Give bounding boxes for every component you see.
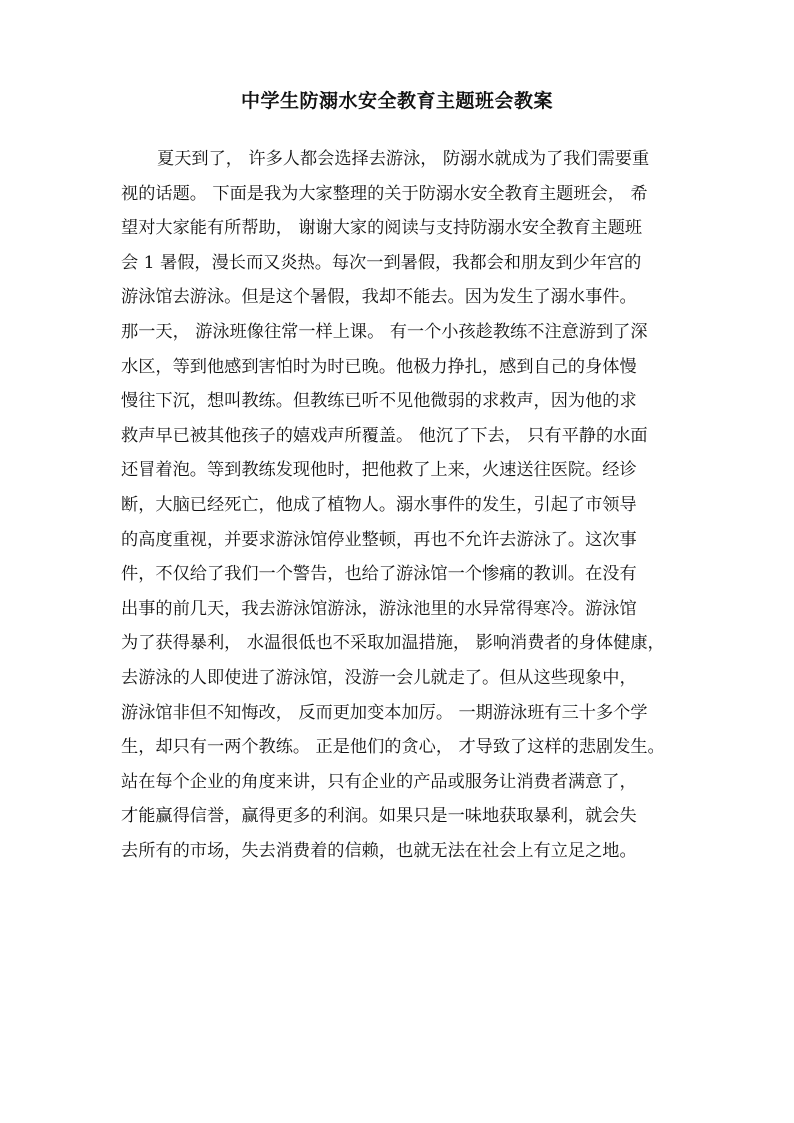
paragraph-line: 为了获得暴利， 水温很低也不采取加温措施， 影响消费者的身体健康， <box>121 633 665 654</box>
paragraph-line: 断，大脑已经死亡，他成了植物人。溺水事件的发生，引起了市领导 <box>121 494 637 515</box>
paragraph-line: 慢往下沉，想叫教练。但教练已听不见他微弱的求救声，因为他的求 <box>121 391 637 412</box>
document-title: 中学生防溺水安全教育主题班会教案 <box>240 90 553 112</box>
paragraph-line: 游泳馆去游泳。但是这个暑假，我却不能去。因为发生了溺水事件。 <box>121 287 637 308</box>
paragraph-line: 游泳馆非但不知悔改， 反而更加变本加厉。 一期游泳班有三十多个学 <box>121 702 648 723</box>
paragraph-line: 那一天， 游泳班像往常一样上课。 有一个小孩趁教练不注意游到了深 <box>121 321 648 342</box>
paragraph-line: 夏天到了， 许多人都会选择去游泳， 防溺水就成为了我们需要重 <box>157 149 650 169</box>
document-body <box>121 142 681 868</box>
paragraph-line: 望对大家能有所帮助， 谢谢大家的阅读与支持防溺水安全教育主题班 <box>121 218 643 239</box>
paragraph-line: 去游泳的人即使进了游泳馆，没游一会儿就走了。但从这些现象中， <box>121 667 637 688</box>
paragraph-line: 去所有的市场，失去消费着的信赖，也就无法在社会上有立足之地。 <box>121 840 637 861</box>
paragraph-line: 救声早已被其他孩子的嬉戏声所覆盖。 他沉了下去， 只有平静的水面 <box>121 425 648 446</box>
paragraph-line: 件，不仅给了我们一个警告，也给了游泳馆一个惨痛的教训。在没有 <box>121 564 637 585</box>
paragraph-line: 水区，等到他感到害怕时为时已晚。他极力挣扎，感到自己的身体慢 <box>121 356 637 377</box>
paragraph-line: 的高度重视，并要求游泳馆停业整顿，再也不允许去游泳了。这次事 <box>121 529 637 550</box>
paragraph-line: 站在每个企业的角度来讲，只有企业的产品或服务让消费者满意了， <box>121 771 637 792</box>
paragraph-line: 出事的前几天，我去游泳馆游泳，游泳池里的水异常得寒冷。游泳馆 <box>121 598 637 619</box>
paragraph-line: 还冒着泡。等到教练发现他时，把他救了上来，火速送往医院。经诊 <box>121 460 637 481</box>
paragraph-line: 才能赢得信誉，赢得更多的利润。如果只是一味地获取暴利，就会失 <box>121 806 637 827</box>
paragraph-line: 视的话题。 下面是我为大家整理的关于防溺水安全教育主题班会， 希 <box>121 183 648 204</box>
paragraph-line: 会 1 暑假，漫长而又炎热。每次一到暑假，我都会和朋友到少年宫的 <box>121 252 642 273</box>
paragraph-line: 生，却只有一两个教练。 正是他们的贪心， 才导致了这样的悲剧发生。 <box>121 737 665 758</box>
